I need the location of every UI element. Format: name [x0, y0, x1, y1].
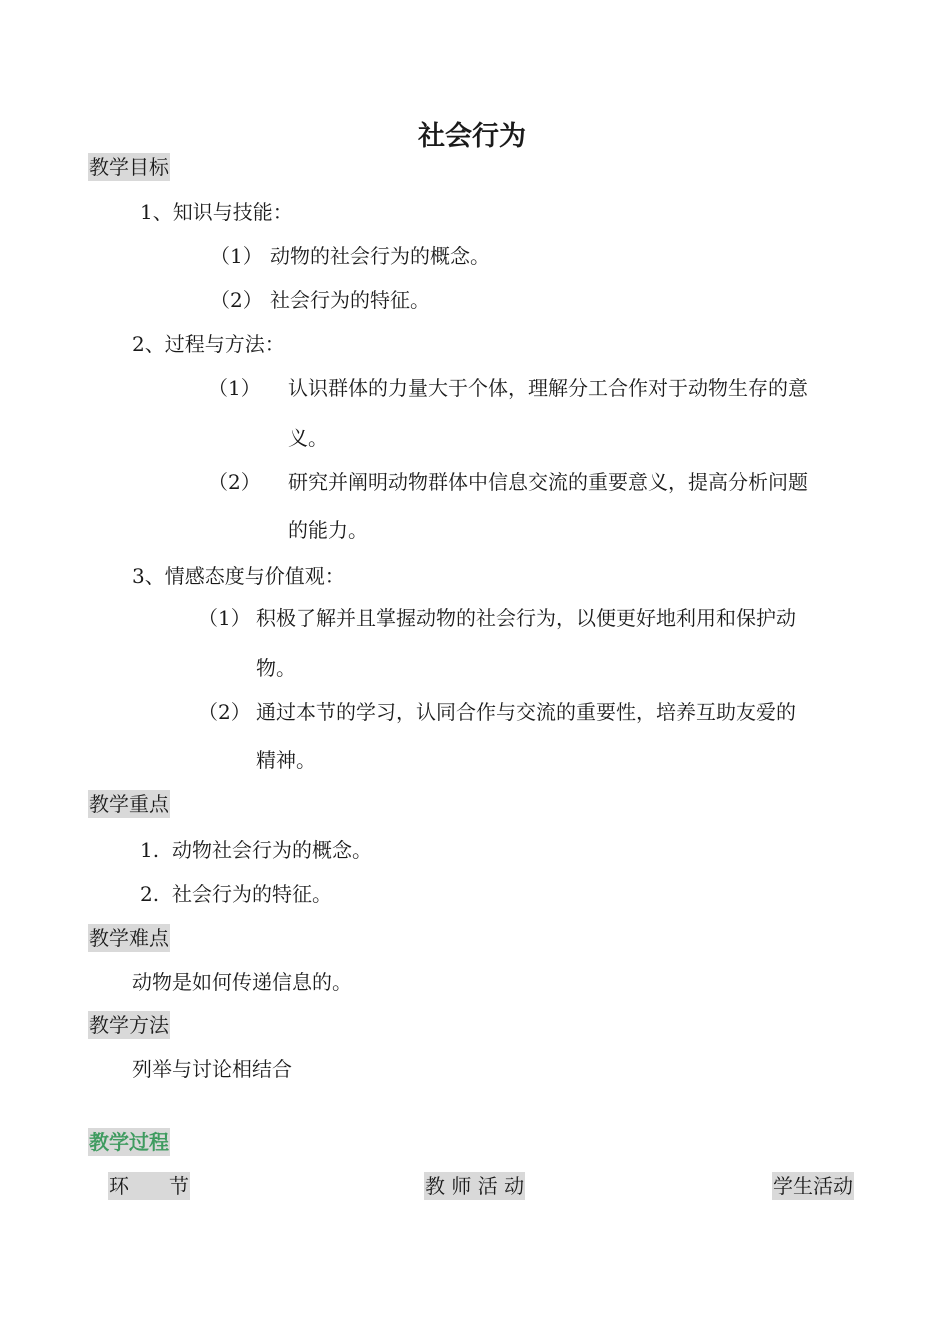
section-heading-difficulty: 教学难点	[89, 926, 169, 950]
method-text: 列举与讨论相结合	[132, 1057, 292, 1081]
process-column-stage: 环 节	[109, 1174, 189, 1198]
key-point-1-text: 动物社会行为的概念。	[172, 838, 372, 862]
objective-1-label: 1、知识与技能：	[140, 200, 293, 224]
difficulty-text: 动物是如何传递信息的。	[132, 970, 352, 994]
objective-1-item-2-num: （2）	[210, 288, 263, 312]
objective-2-item-1-num: （1）	[208, 376, 261, 400]
process-column-student: 学生活动	[773, 1174, 853, 1198]
objective-3-label: 3、情感态度与价值观：	[132, 564, 345, 588]
section-heading-process: 教学过程	[89, 1130, 169, 1154]
section-heading-method: 教学方法	[89, 1013, 169, 1037]
objective-3-item-2-line2: 精神。	[256, 748, 316, 772]
objective-1-item-1-text: 动物的社会行为的概念。	[270, 244, 490, 268]
objective-2-item-1-line1: 认识群体的力量大于个体，理解分工合作对于动物生存的意	[288, 376, 808, 400]
objective-2-item-2-line1: 研究并阐明动物群体中信息交流的重要意义，提高分析问题	[288, 470, 808, 494]
objective-1-item-2-text: 社会行为的特征。	[270, 288, 430, 312]
objective-3-item-2-num: （2）	[198, 700, 251, 724]
objective-3-item-1-line2: 物。	[256, 656, 296, 680]
objective-3-item-2-line1: 通过本节的学习，认同合作与交流的重要性，培养互助友爱的	[256, 700, 796, 724]
section-heading-key-points: 教学重点	[89, 792, 169, 816]
objective-2-item-2-num: （2）	[208, 470, 261, 494]
objective-2-item-2-line2: 的能力。	[288, 518, 368, 542]
key-point-1-num: 1.	[140, 838, 160, 862]
objective-2-item-1-line2: 义。	[288, 426, 328, 450]
objective-2-label: 2、过程与方法：	[132, 332, 285, 356]
section-heading-objectives: 教学目标	[89, 155, 169, 179]
objective-3-item-1-line1: 积极了解并且掌握动物的社会行为，以便更好地利用和保护动	[256, 606, 796, 630]
process-column-teacher: 教 师 活 动	[425, 1174, 525, 1198]
key-point-2-num: 2.	[140, 882, 160, 906]
objective-3-item-1-num: （1）	[198, 606, 251, 630]
key-point-2-text: 社会行为的特征。	[172, 882, 332, 906]
page-title: 社会行为	[418, 121, 526, 152]
objective-1-item-1-num: （1）	[210, 244, 263, 268]
